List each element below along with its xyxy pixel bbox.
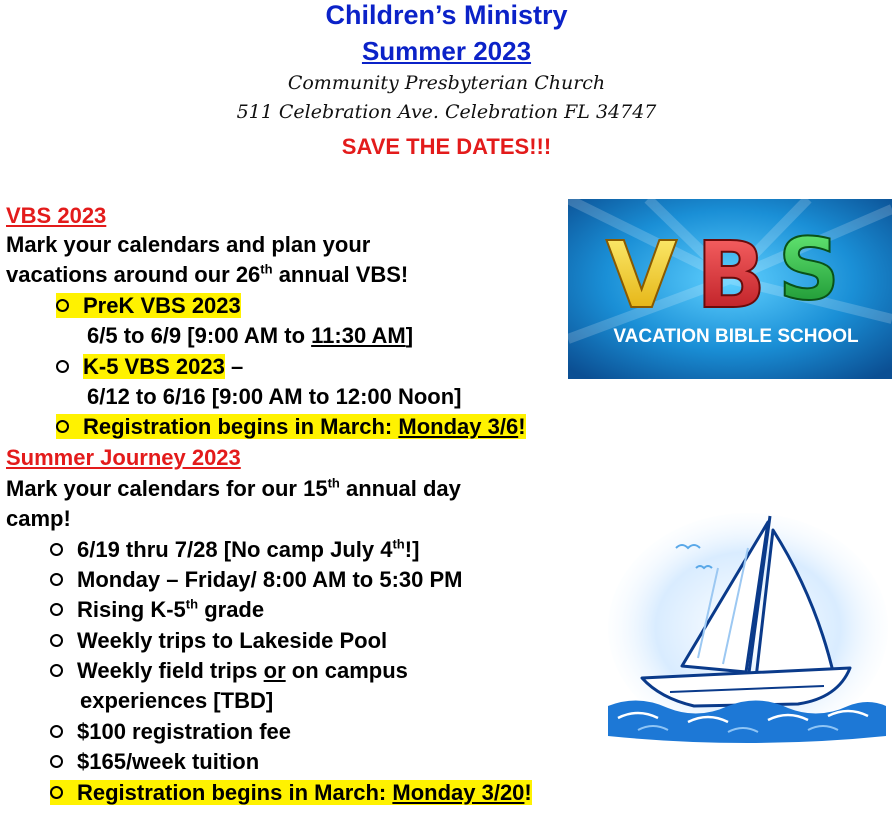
journey-dates: 6/19 thru 7/28 [No camp July 4 (77, 537, 393, 562)
bullet-circle-icon (50, 755, 63, 768)
prek-dates-text: 6/5 to 6/9 [9:00 AM to (87, 323, 312, 348)
journey-trips: Weekly field trips (77, 658, 264, 683)
vbs-logo-image (568, 199, 892, 379)
journey-grades-end: grade (198, 597, 265, 622)
bullet-circle-icon (50, 573, 63, 586)
church-address: 511 Celebration Ave. Celebration FL 34747 (236, 101, 657, 123)
vbs-letter-v: V (606, 222, 678, 329)
list-item (50, 595, 264, 625)
journey-trips-or: or (263, 658, 286, 683)
journey-dates-sup: th (392, 536, 405, 552)
bullet-circle-icon (50, 634, 63, 647)
bullet-circle-icon (50, 603, 63, 616)
church-name: Community Presbyterian Church (287, 72, 606, 94)
journey-intro-line-2: camp! (6, 506, 71, 531)
list-item (56, 352, 243, 382)
vbs-image-caption: VACATION BIBLE SCHOOL (613, 326, 859, 347)
vbs-registration-date: Monday 3/6 (398, 414, 519, 439)
prek-dates-close: ] (405, 323, 414, 348)
vbs-intro-sup: th (260, 261, 273, 277)
list-item (50, 747, 259, 777)
save-the-dates: SAVE THE DATES!!! (341, 134, 552, 159)
list-item (56, 291, 241, 321)
journey-pool: Weekly trips to Lakeside Pool (77, 628, 388, 653)
vbs-intro-line-2 (6, 260, 408, 290)
list-item (50, 565, 463, 595)
vbs-intro (6, 230, 408, 290)
journey-heading: Summer Journey 2023 (6, 445, 241, 470)
list-item (50, 535, 419, 565)
list-item (56, 412, 526, 442)
k5-label: K-5 VBS 2023 (83, 354, 225, 379)
journey-hours: Monday – Friday/ 8:00 AM to 5:30 PM (77, 567, 463, 592)
journey-registration-date: Monday 3/20 (392, 780, 525, 805)
page-title: Children’s Ministry (325, 0, 568, 30)
journey-intro-sup: th (327, 475, 340, 491)
journey-trips-line-2: experiences [TBD] (80, 688, 274, 713)
prek-end-time: 11:30 AM (311, 323, 406, 348)
sailboat-image (598, 508, 890, 744)
k5-dash: – (224, 354, 244, 379)
journey-registration-text: Registration begins in March: (77, 780, 393, 805)
list-item (50, 626, 387, 656)
journey-grades: Rising K-5 (77, 597, 186, 622)
list-item (50, 656, 408, 686)
vbs-registration-bang: ! (518, 414, 526, 439)
list-item (50, 778, 532, 808)
journey-intro (6, 474, 461, 534)
vbs-registration-text: Registration begins in March: (83, 414, 399, 439)
journey-intro-text-end: annual day (339, 476, 461, 501)
journey-intro-line-1 (6, 474, 461, 504)
bullet-circle-icon (56, 299, 69, 312)
bullet-circle-icon (56, 360, 69, 373)
bullet-circle-icon (50, 725, 63, 738)
bullet-circle-icon (50, 786, 63, 799)
vbs-intro-text: vacations around our 26 (6, 262, 261, 287)
vbs-letter-b: B (696, 222, 767, 329)
prek-label: PreK VBS 2023 (83, 293, 241, 318)
vbs-heading: VBS 2023 (6, 203, 107, 228)
vbs-letter-s: S (778, 220, 840, 320)
journey-tuition: $165/week tuition (77, 749, 260, 774)
journey-fee: $100 registration fee (77, 719, 291, 744)
journey-registration-bang: ! (524, 780, 532, 805)
journey-dates-end: !] (404, 537, 420, 562)
bullet-circle-icon (50, 543, 63, 556)
list-item (50, 717, 291, 747)
vbs-intro-text-end: annual VBS! (272, 262, 409, 287)
bullet-circle-icon (56, 420, 69, 433)
bullet-circle-icon (50, 664, 63, 677)
prek-dates (87, 321, 413, 351)
page-subtitle: Summer 2023 (361, 36, 532, 66)
journey-grades-sup: th (185, 596, 199, 612)
vbs-intro-line-1: Mark your calendars and plan your (6, 232, 371, 257)
k5-dates: 6/12 to 6/16 [9:00 AM to 12:00 Noon] (87, 384, 462, 409)
journey-trips-end: on campus (285, 658, 408, 683)
journey-intro-text: Mark your calendars for our 15 (6, 476, 328, 501)
